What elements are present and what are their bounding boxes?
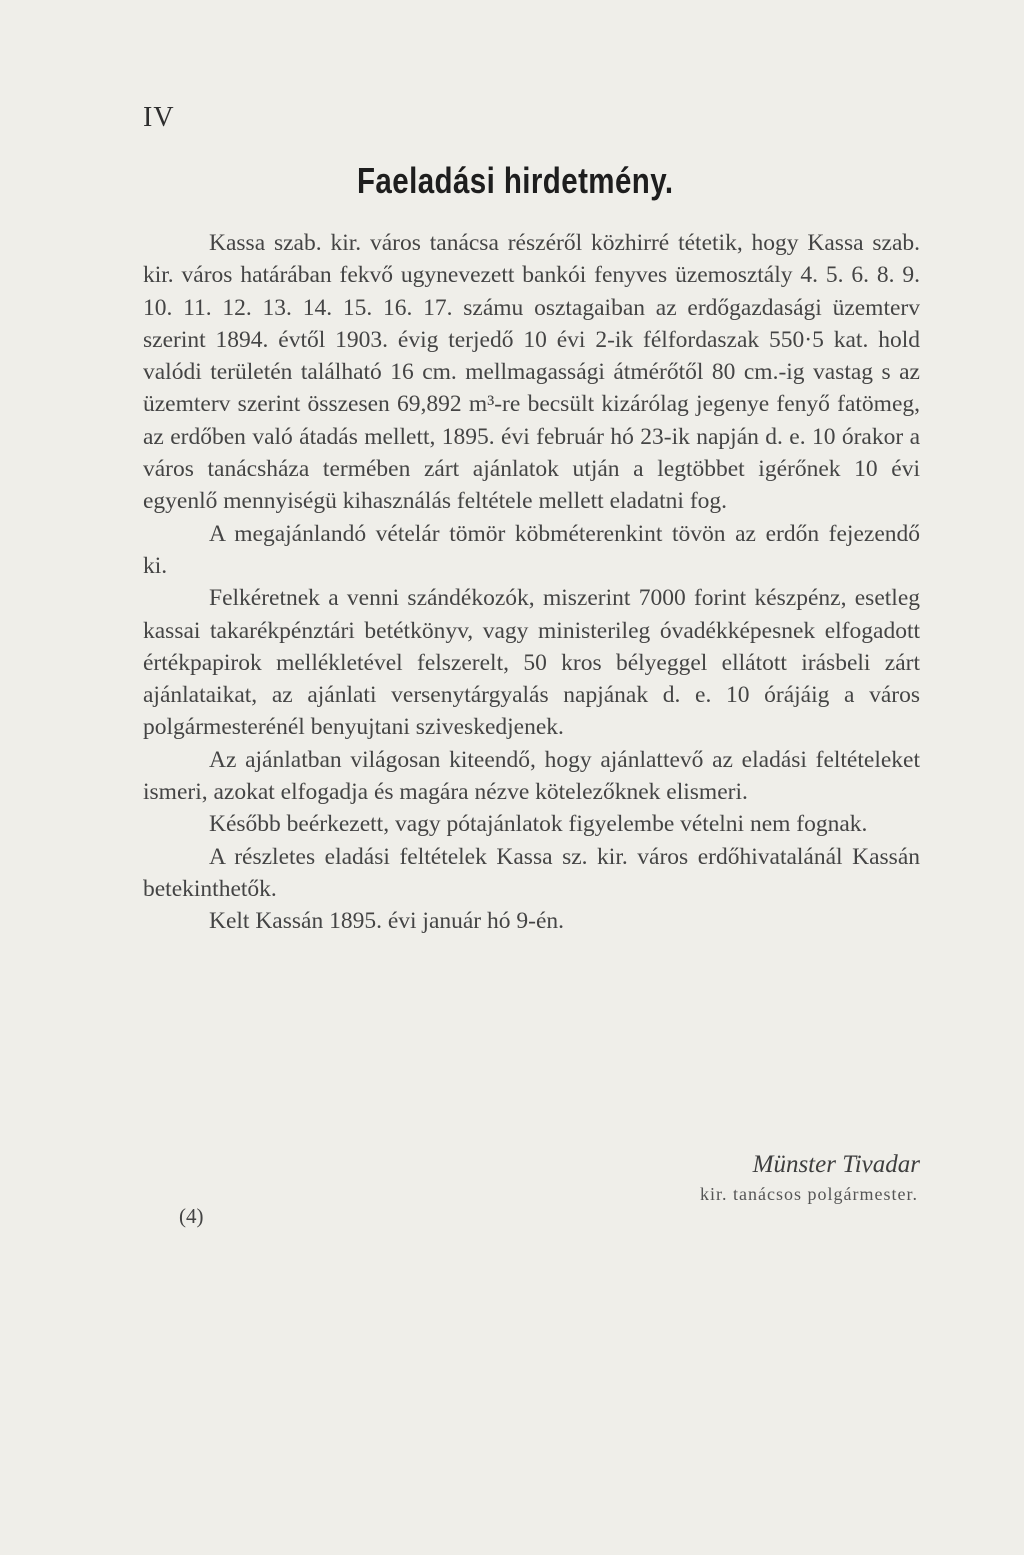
paragraph: Az ajánlatban világosan kiteendő, hogy ajánlattevő az eladási feltételeket ismeri, azokat elfogadja és magára nézve kötelezőknek elismeri.	[143, 746, 920, 806]
paragraph: Felkéretnek a venni szándékozók, miszerint 7000 forint készpénz, esetleg kassai takarékpénztári betétkönyv, vagy ministerileg óvadékképesnek elfogadott értékpapirok mellékletével felszerelt, 50 kros bélyeggel ellátott irásbeli zárt ajánlataikat, az ajánlati versenytárgyalás napjának d. e. 10 órájáig a város polgármesterénél benyujtani sziveskedjenek.	[143, 585, 920, 741]
signature-role: kir. tanácsos polgármester.	[700, 1184, 918, 1204]
page-number: IV	[143, 102, 175, 133]
paragraph: Kassa szab. kir. város tanácsa részéről közhirré tétetik, hogy Kassa szab. kir. város határában fekvő ugynevezett bankói fenyves üzemosztály 4. 5. 6. 8. 9. 10. 11. 12. 13. 14. 15. 16. 17. számu osztagaiban az erdőgazdasági üzemterv szerint 1894. évtől 1903. évig terjedő 10 évi 2-ik félfordaszak 550·5 kat. hold valódi területén található 16 cm. mellmagassági átmérőtől 80 cm.-ig vastag s az üzemterv szerint összesen 69,892 m³-re becsült kizárólag jegenye fenyő fatömeg, az erdőben való átadás mellett, 1895. évi február hó 23-ik napján d. e. 10 órakor a város tanácsháza termében zárt ajánlatok utján a legtöbbet igérőnek 10 évi egyenlő mennyiségü kihasználás feltétele mellett eladatni fog.	[143, 230, 920, 515]
paragraph: Később beérkezett, vagy pótajánlatok figyelembe vételni nem fognak.	[209, 811, 868, 838]
paragraph: A megajánlandó vételár tömör köbméterenkint tövön az erdőn fejezendő ki.	[143, 520, 920, 579]
signature-name: Münster Tivadar	[752, 1151, 920, 1178]
announcement-body	[143, 227, 920, 938]
paragraph: Kelt Kassán 1895. évi január hó 9-én.	[209, 908, 565, 935]
footnote-mark: (4)	[179, 1204, 204, 1228]
paragraph: A részletes eladási feltételek Kassa sz. kir. város erdőhivatalánál Kassán betekinthetők.	[143, 843, 920, 902]
page-title: Faeladási hirdetmény.	[356, 160, 674, 201]
